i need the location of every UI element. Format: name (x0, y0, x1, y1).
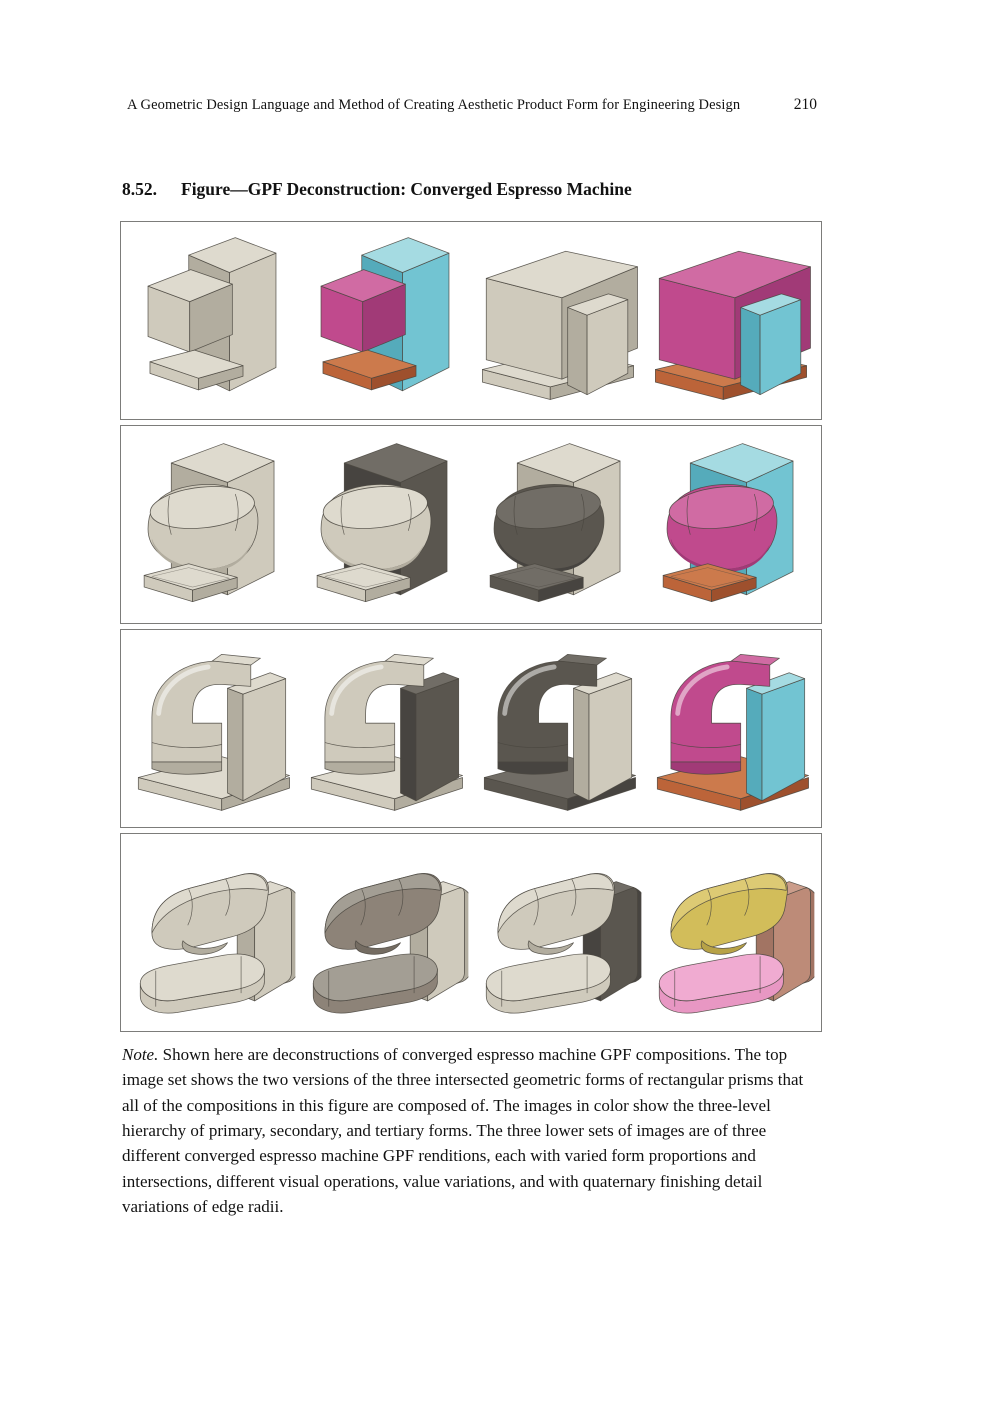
note-text: Shown here are deconstructions of converged espresso machine GPF compositions. The top image set shows the two versions of the three intersected geometric forms of rectangular prisms that all of the compositions in this figure are composed of. The images in color show the three-level hierarchy of primary, secondary, and tertiary forms. The three lower sets of images are of three different converged espresso machine GPF renditions, each with varied form proportions and intersections, different visual operations, value variations, and with quaternary finishing detail variations of edge radii. (122, 1045, 804, 1216)
machine-render (125, 225, 298, 417)
figure-row-rounded-rendition (120, 833, 822, 1032)
running-head-title: A Geometric Design Language and Method of Creating Aesthetic Product Form for Engineering Design (127, 97, 741, 113)
section-title: Figure—GPF Deconstruction: Converged Espresso Machine (181, 179, 632, 199)
figure-note (122, 1042, 822, 1219)
figure-row-intersected-prisms (120, 221, 822, 420)
machine-render (644, 837, 817, 1029)
machine-render (644, 429, 817, 621)
machine-render (471, 633, 644, 825)
machine-render (644, 225, 817, 417)
section-number: 8.52. (122, 179, 157, 199)
machine-render (471, 429, 644, 621)
machine-render (298, 837, 471, 1029)
figure-row-dome-head-rendition (120, 425, 822, 624)
figure-image-stack (120, 221, 822, 1032)
machine-render (471, 225, 644, 417)
figure-row-arch-head-rendition (120, 629, 822, 828)
machine-render (125, 837, 298, 1029)
page-number: 210 (793, 96, 817, 113)
machine-render (298, 225, 471, 417)
machine-render (298, 429, 471, 621)
note-label: Note. (122, 1045, 159, 1064)
running-head (127, 96, 817, 114)
machine-render (125, 633, 298, 825)
machine-render (471, 837, 644, 1029)
machine-render (125, 429, 298, 621)
machine-render (644, 633, 817, 825)
machine-render (298, 633, 471, 825)
section-heading (122, 179, 882, 200)
